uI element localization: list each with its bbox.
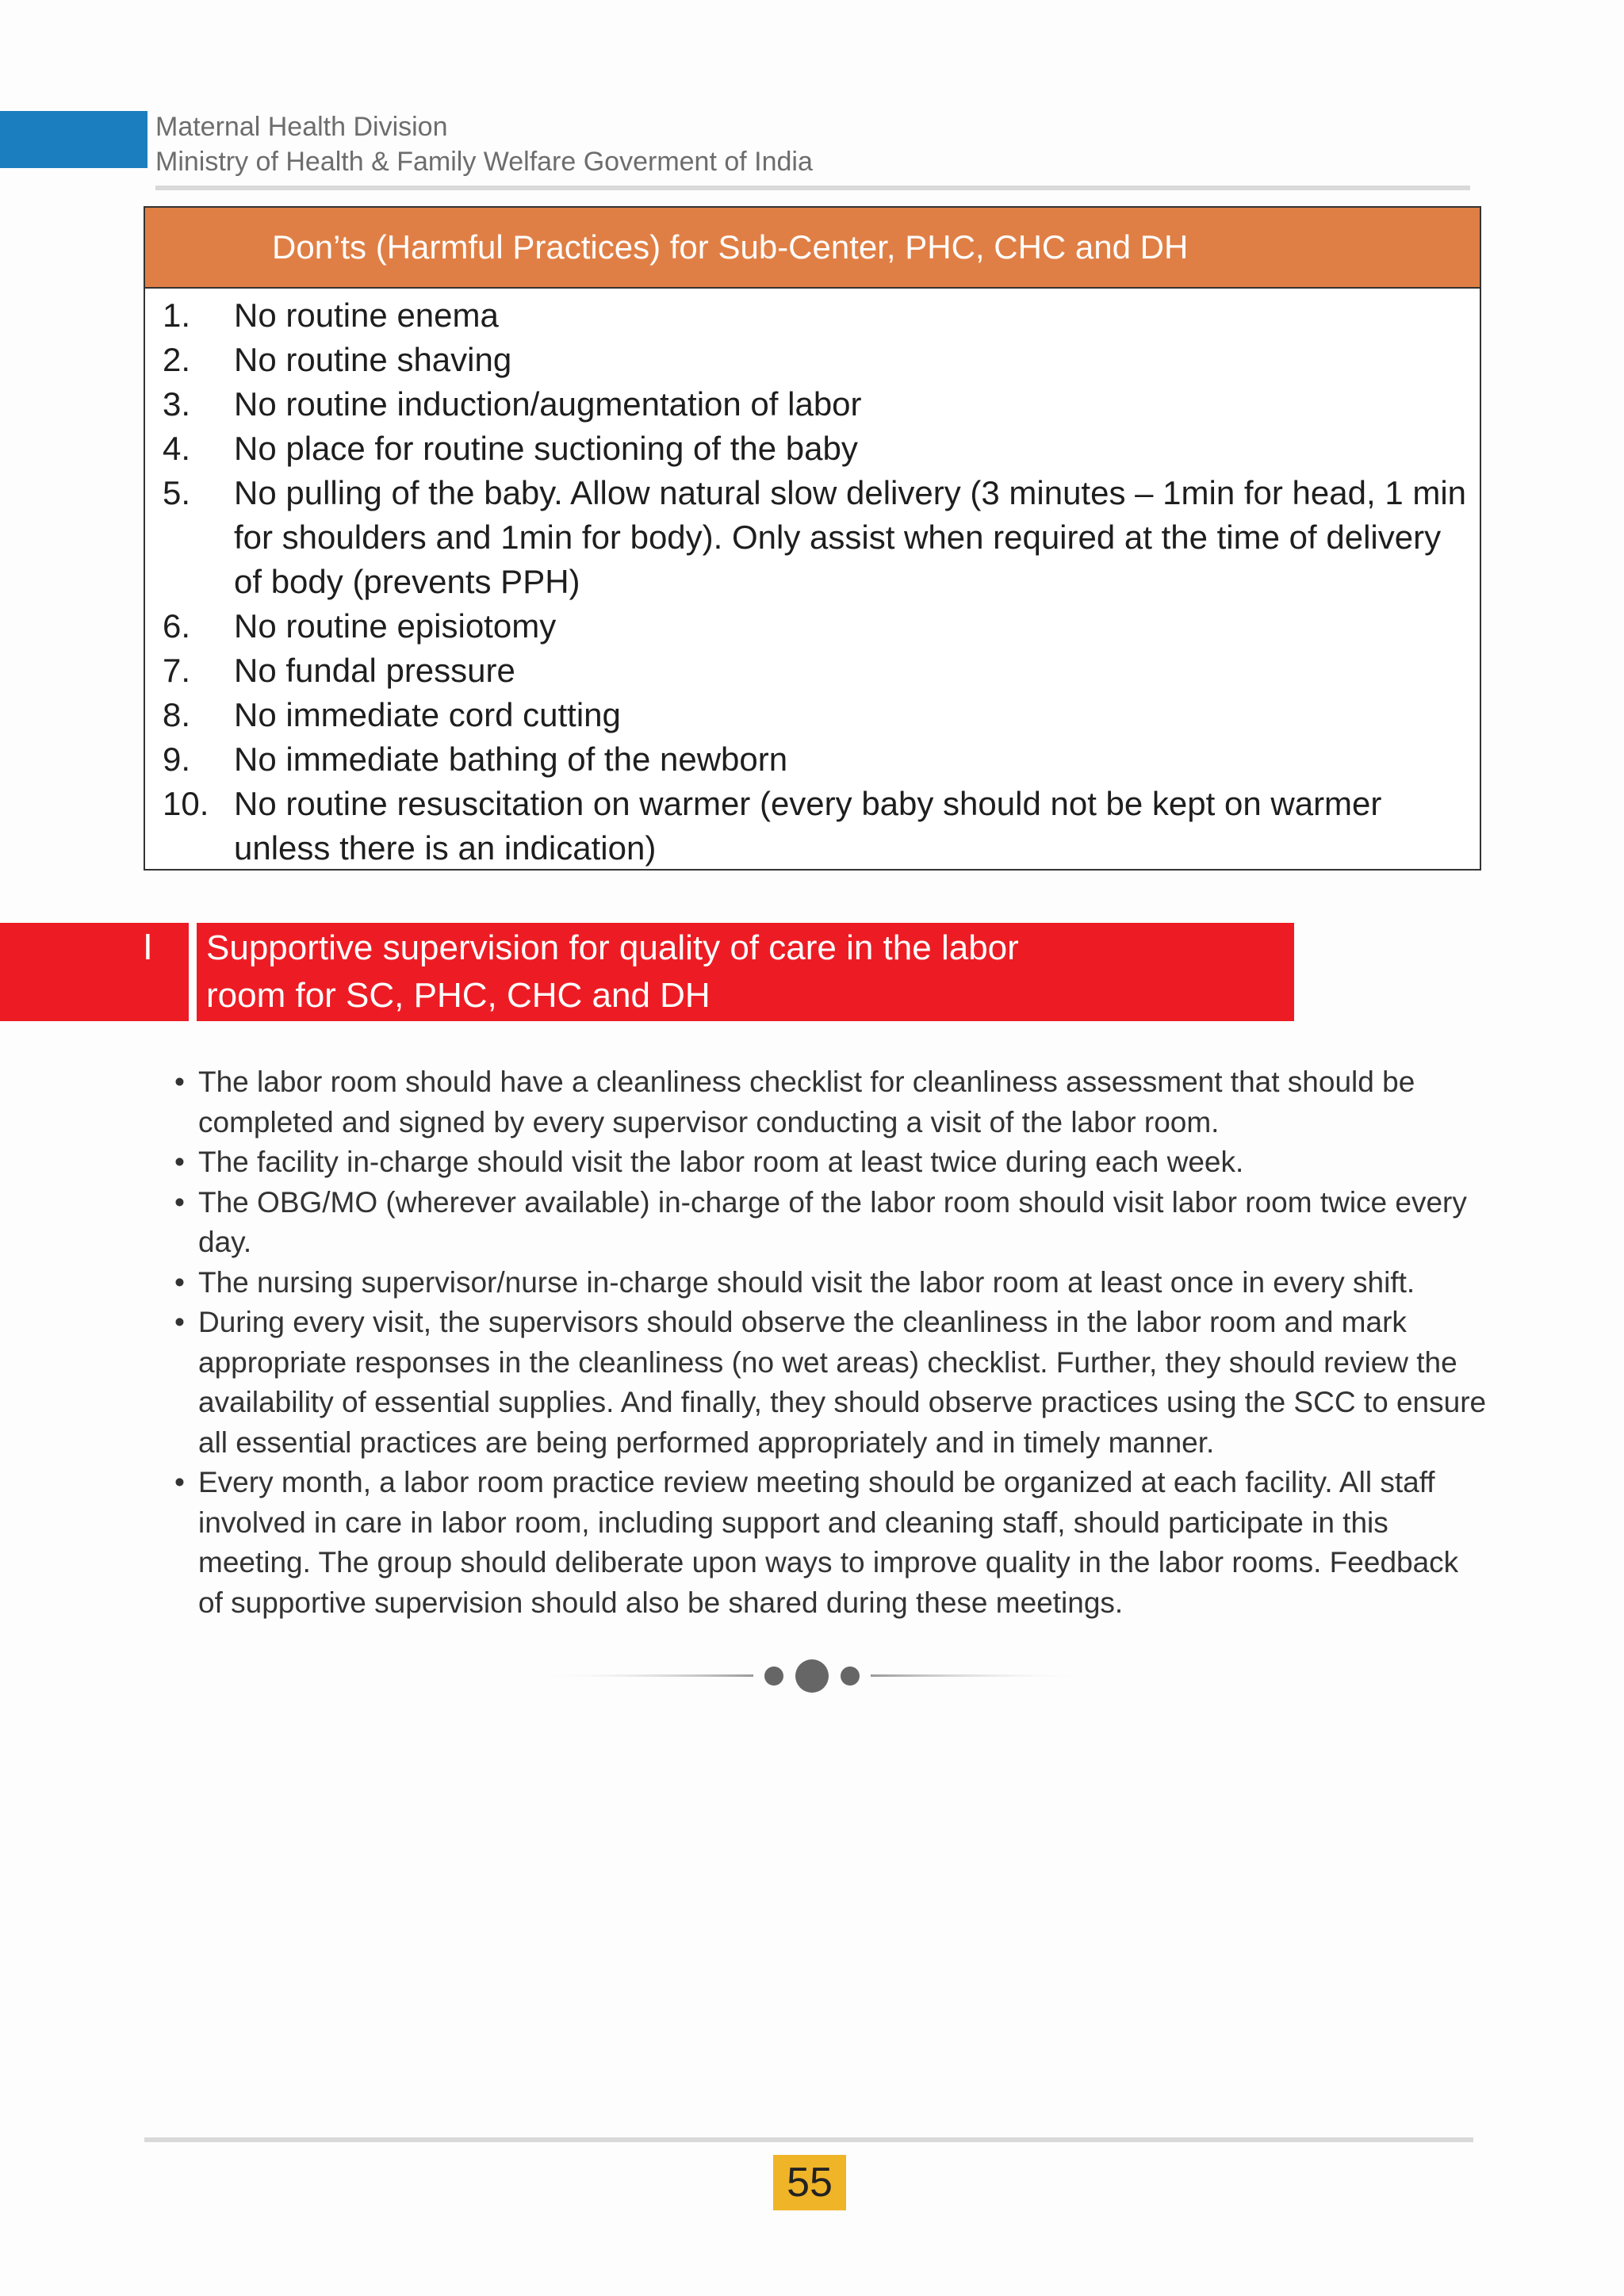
section-accent-bar: [0, 923, 189, 1021]
bullet-item: • The facility in-charge should visit the labor room at least twice during each week.: [173, 1142, 1489, 1183]
item-text: No routine episiotomy: [234, 607, 557, 645]
bullet-item: • The OBG/MO (wherever available) in-charge of the labor room should visit labor room twice every day.: [173, 1183, 1489, 1263]
page-number: 55: [773, 2155, 846, 2210]
list-item: [145, 382, 1480, 427]
item-number: 4.: [163, 430, 191, 467]
item-number: 5.: [163, 474, 191, 511]
item-number: 10.: [163, 785, 209, 822]
item-text: No place for routine suctioning of the baby: [234, 430, 858, 467]
item-text: No immediate bathing of the newborn: [234, 740, 788, 778]
item-text: No routine resuscitation on warmer (every baby should not be kept on warmer unless there is an indication): [234, 785, 1382, 867]
item-text: No immediate cord cutting: [234, 696, 621, 733]
item-number: 9.: [163, 740, 191, 778]
item-text: No routine induction/augmentation of labor: [234, 385, 862, 423]
section-number: I: [143, 926, 153, 967]
list-item: [145, 338, 1480, 382]
item-text: No fundal pressure: [234, 652, 515, 689]
item-text: No routine enema: [234, 297, 499, 334]
list-item: [145, 293, 1480, 338]
item-text: No pulling of the baby. Allow natural slow delivery (3 minutes – 1min for head, 1 min for shoulders and 1min for body). Only assist when required at the time of delivery of body (prevents PPH): [234, 474, 1467, 600]
list-item: [145, 471, 1480, 604]
header-ministry: Ministry of Health & Family Welfare Goverment of India: [155, 147, 813, 177]
list-item: [145, 737, 1480, 782]
item-number: 8.: [163, 696, 191, 733]
list-item: [145, 782, 1480, 871]
item-number: 1.: [163, 297, 191, 334]
footer-rule: [144, 2137, 1473, 2142]
bullet-item: • Every month, a labor room practice review meeting should be organized at each facility. All staff involved in care in labor room, including support and cleaning staff, should participate in this meeting. The group should deliberate upon ways to improve quality in the labor rooms. Feedback of supportive supervision should also be shared during these meetings.: [173, 1463, 1489, 1623]
list-item: [145, 604, 1480, 649]
item-number: 2.: [163, 341, 191, 378]
item-number: 7.: [163, 652, 191, 689]
page-header: [155, 109, 813, 179]
header-rule: [155, 186, 1470, 190]
list-item: [145, 649, 1480, 693]
bullet-item: • The nursing supervisor/nurse in-charge should visit the labor room at least once in every shift.: [173, 1263, 1489, 1303]
header-accent-bar: [0, 111, 147, 168]
donts-title: Don’ts (Harmful Practices) for Sub-Center, PHC, CHC and DH: [145, 208, 1480, 289]
list-item: [145, 693, 1480, 737]
item-text: No routine shaving: [234, 341, 512, 378]
bullet-item: • During every visit, the supervisors should observe the cleanliness in the labor room and mark appropriate responses in the cleanliness (no wet areas) checklist. Further, they should review the availability of essential supplies. And finally, they should observe practices using the SCC to ensure all essential practices are being performed appropriately and in timely manner.: [173, 1303, 1489, 1463]
item-number: 3.: [163, 385, 191, 423]
bullet-item: • The labor room should have a cleanliness checklist for cleanliness assessment that should be completed and signed by every supervisor conducting a visit of the labor room.: [173, 1062, 1489, 1142]
list-item: [145, 427, 1480, 471]
donts-list: [145, 289, 1480, 871]
section-heading: [197, 923, 1294, 1021]
supervision-bullet-list: [173, 1062, 1489, 1623]
ornament-divider: [0, 1657, 1624, 1695]
donts-box: [144, 206, 1481, 871]
header-division: Maternal Health Division: [155, 112, 448, 142]
section-title: Supportive supervision for quality of care in the labor room for SC, PHC, CHC and DH: [206, 928, 1019, 1015]
item-number: 6.: [163, 607, 191, 645]
